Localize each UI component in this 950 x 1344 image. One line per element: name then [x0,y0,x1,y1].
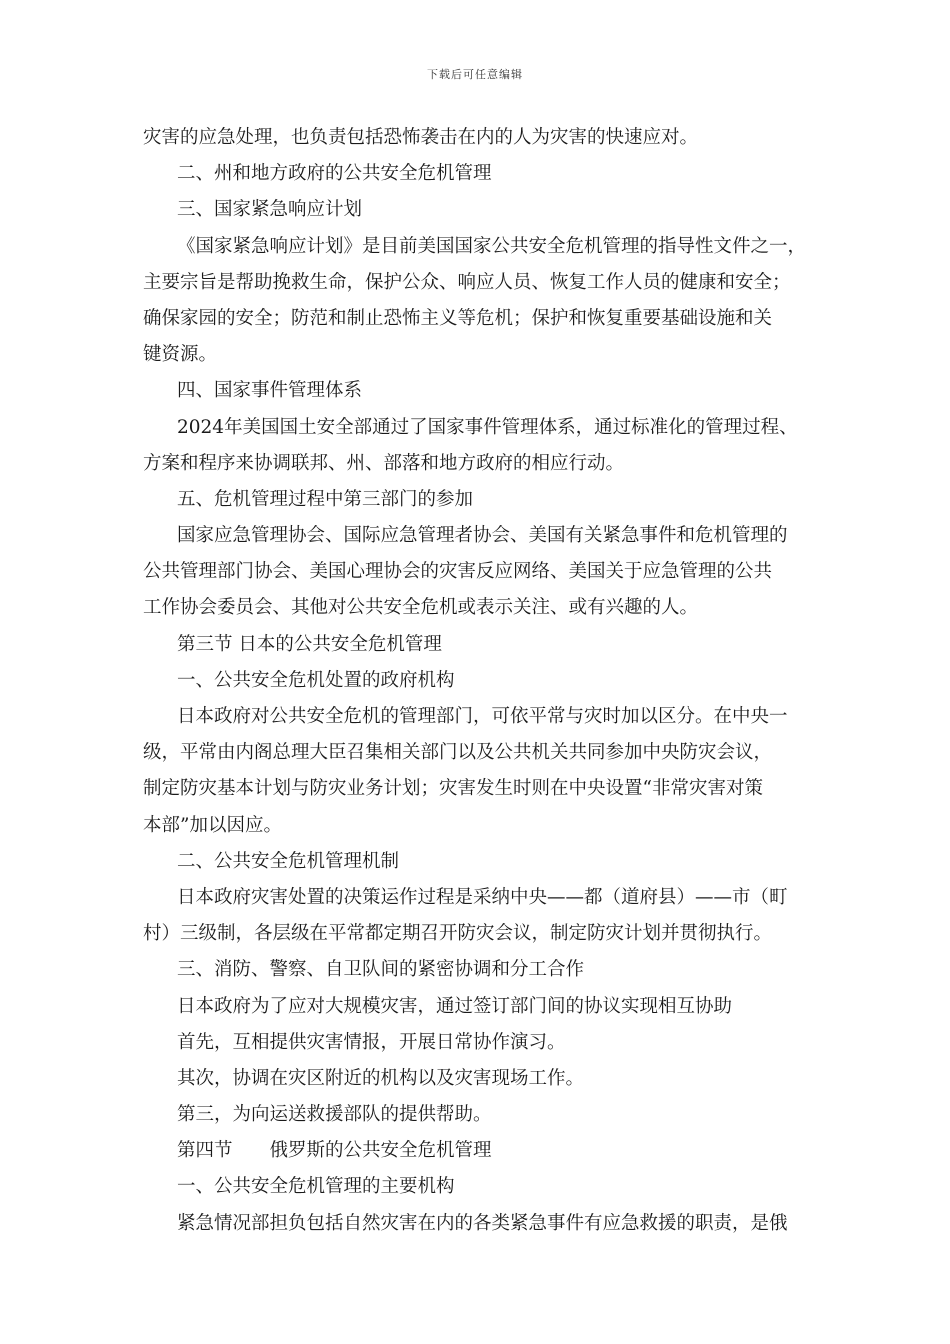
text-line: 首先，互相提供灾害情报，开展日常协作演习。 [177,1031,566,1053]
text-line: 2024年美国国土安全部通过了国家事件管理体系，通过标准化的管理过程、 [177,416,798,438]
document-body [143,120,823,1242]
text-line: 其次，协调在灾区附近的机构以及灾害现场工作。 [177,1067,585,1089]
text-line: 一、公共安全危机处置的政府机构 [177,669,455,691]
text-line: 第三节 日本的公共安全危机管理 [177,633,442,655]
text-line: 第三，为向运送救援部队的提供帮助。 [177,1104,492,1126]
text-line: 一、公共安全危机管理的主要机构 [177,1176,455,1198]
text-line: 村）三级制，各层级在平常都定期召开防灾会议，制定防灾计划并贯彻执行。 [143,923,773,945]
text-line: 二、公共安全危机管理机制 [177,850,400,872]
text-line: 灾害的应急处理，也负责包括恐怖袭击在内的人为灾害的快速应对。 [143,127,699,148]
text-line: 二、州和地方政府的公共安全危机管理 [177,163,492,185]
text-line: 《国家紧急响应计划》是目前美国国家公共安全危机管理的指导性文件之一， [177,235,807,257]
text-line: 制定防灾基本计划与防灾业务计划；灾害发生时则在中央设置“非常灾害对策 [143,778,763,800]
text-line: 三、国家紧急响应计划 [177,199,363,221]
text-line: 第四节 俄罗斯的公共安全危机管理 [177,1140,492,1162]
text-line: 确保家园的安全；防范和制止恐怖主义等危机；保护和恢复重要基础设施和关 [143,307,773,329]
text-line: 国家应急管理协会、国际应急管理者协会、美国有关紧急事件和危机管理的 [177,525,788,547]
text-line: 三、消防、警察、自卫队间的紧密协调和分工合作 [177,959,585,981]
text-line: 日本政府对公共安全危机的管理部门，可依平常与灾时加以区分。在中央一 [177,706,788,727]
text-line: 主要宗旨是帮助挽救生命，保护公众、响应人员、恢复工作人员的健康和安全； [143,271,791,293]
text-line: 五、危机管理过程中第三部门的参加 [177,488,474,510]
text-line: 公共管理部门协会、美国心理协会的灾害反应网络、美国关于应急管理的公共 [143,561,773,583]
text-line: 日本政府为了应对大规模灾害，通过签订部门间的协议实现相互协助 [177,995,733,1017]
text-line: 本部”加以因应。 [143,814,282,836]
text-line: 键资源。 [143,344,218,366]
text-line: 日本政府灾害处置的决策运作过程是采纳中央——都（道府县）——市（町 [177,886,788,908]
text-line: 级，平常由内阁总理大臣召集相关部门以及公共机关共同参加中央防灾会议， [143,742,773,764]
text-line: 四、国家事件管理体系 [177,380,363,402]
text-line: 工作协会委员会、其他对公共安全危机或表示关注、或有兴趣的人。 [143,597,699,619]
text-line: 方案和程序来协调联邦、州、部落和地方政府的相应行动。 [143,452,625,474]
header-note: 下载后可任意编辑 [427,68,523,81]
text-line: 紧急情况部担负包括自然灾害在内的各类紧急事件有应急救援的职责，是俄 [177,1212,788,1234]
